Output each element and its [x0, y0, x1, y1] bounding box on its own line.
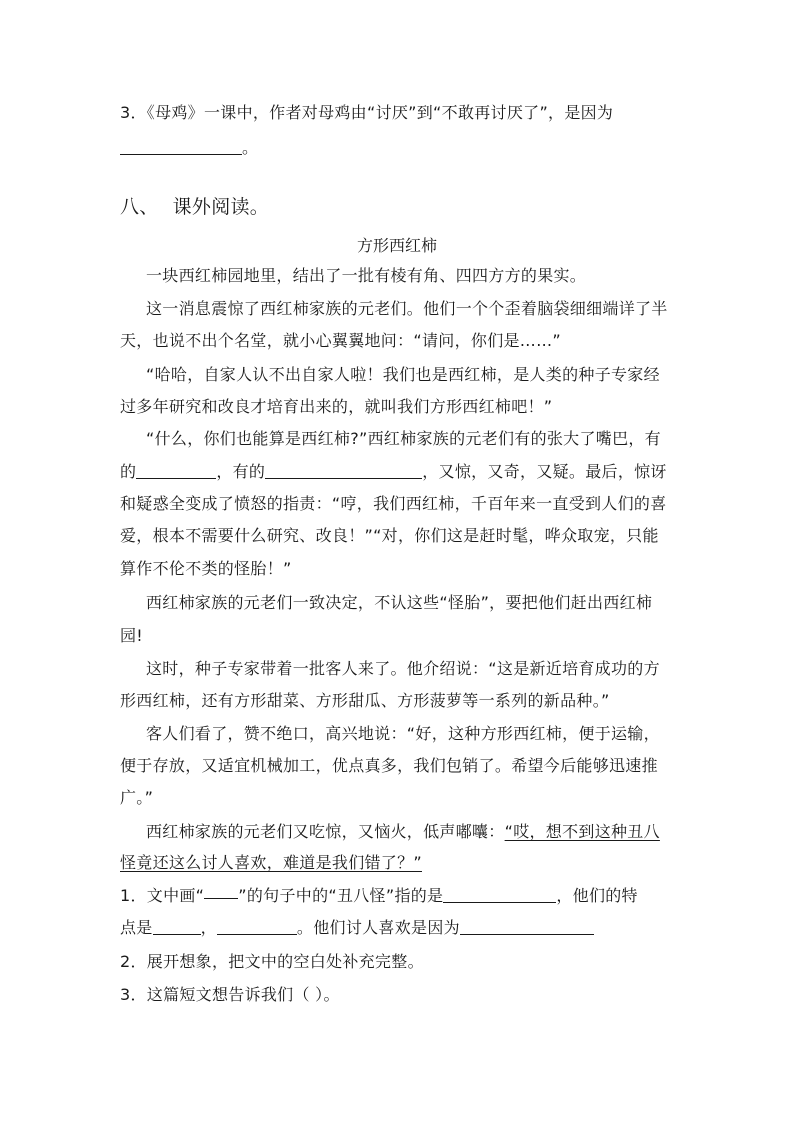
text-fragment: 的: [120, 462, 137, 481]
underline-sample: [204, 886, 238, 899]
text-fragment: 1．文中画“: [120, 886, 205, 905]
fill-blank-1[interactable]: [136, 462, 216, 479]
answer-blank[interactable]: [460, 918, 594, 935]
period: 。: [242, 138, 259, 157]
text-fragment: ，又惊，又奇，又疑。最后，惊讶: [422, 462, 667, 481]
paragraph-7-line-2: 便于存放，又适宜机械加工，优点真多，我们包销了。希望今后能够迅速推: [120, 756, 658, 775]
section-number: 八、: [120, 196, 159, 218]
question-2: 2．展开想象，把文中的空白处补充完整。: [120, 952, 424, 971]
paragraph-3-line-2: 过多年研究和改良才培育出来的，就叫我们方形西红柿吧！”: [120, 397, 553, 416]
paragraph-3-line-1: “哈哈，自家人认不出自家人啦！我们也是西红柿，是人类的种子专家经: [146, 365, 660, 384]
paragraph-6-line-2: 形西红柿，还有方形甜菜、方形甜瓜、方形菠萝等一系列的新品种。”: [120, 691, 610, 710]
text-fragment: 点是: [120, 918, 153, 937]
question-3-text: 3．《母鸡》一课中，作者对母鸡由“讨厌”到“不敢再讨厌了”，是因为: [120, 103, 614, 122]
section-title: 课外阅读。: [172, 196, 270, 218]
fill-blank-2[interactable]: [265, 462, 422, 479]
paragraph-4-line-1: “什么，你们也能算是西红柿?”西红柿家族的元老们有的张大了嘴巴，有: [146, 429, 661, 448]
paragraph-5-line-1: 西红柿家族的元老们一致决定，不认这些“怪胎”，要把他们赶出西红柿: [146, 593, 653, 612]
answer-blank[interactable]: [153, 918, 201, 935]
article-title: 方形西红柿: [356, 236, 437, 255]
paragraph-8-line-2: [120, 853, 422, 873]
paragraph-1: 一块西红柿园地里，结出了一批有棱有角、四四方方的果实。: [146, 266, 587, 285]
answer-blank[interactable]: [217, 918, 297, 935]
paragraph-7-line-3: 广。”: [120, 788, 154, 807]
paragraph-5-line-2: 园!: [120, 626, 144, 645]
text-fragment: ”的句子中的“丑八怪”指的是: [238, 886, 444, 905]
section-heading: [120, 197, 269, 217]
underlined-sentence-part-2: 怪竟还这么讨人喜欢，难道是我们错了？”: [120, 853, 422, 872]
question-3-prompt: [120, 103, 613, 123]
paragraph-8-plain-text: 西红柿家族的元老们又吃惊，又恼火，低声嘟囔：: [146, 822, 505, 841]
paragraph-4-line-2: [120, 462, 667, 482]
underlined-sentence-part-1: “哎，想不到这种丑八: [504, 822, 660, 841]
paragraph-4-line-3: 和疑惑全变成了愤怒的指责：“哼，我们西红柿，千百年来一直受到人们的喜: [120, 494, 667, 513]
paragraph-2-line-1: 这一消息震惊了西红柿家族的元老们。他们一个个歪着脑袋细细端详了半: [146, 299, 668, 318]
text-fragment: ，有的: [216, 462, 266, 481]
paragraph-2-line-2: 天，也说不出个名堂，就小心翼翼地问：“请问，你们是……”: [120, 331, 561, 350]
question-3b: 3．这篇短文想告诉我们（ ）。: [120, 985, 340, 1004]
text-fragment: ，他们的特: [556, 886, 638, 905]
question-1-line-2: [120, 918, 594, 938]
text-fragment: ，: [200, 918, 217, 937]
paragraph-7-line-1: 客人们看了，赞不绝口，高兴地说：“好，这种方形西红柿，便于运输，: [146, 724, 660, 743]
paragraph-8-line-1: [146, 822, 660, 842]
answer-blank[interactable]: [443, 886, 556, 903]
paragraph-6-line-1: 这时，种子专家带着一批客人来了。他介绍说：“这是新近培育成功的方: [146, 659, 660, 678]
question-3-answer-line: [120, 138, 258, 158]
paragraph-4-line-5: 算作不伦不类的怪胎！”: [120, 559, 292, 578]
question-1-line-1: [120, 886, 638, 906]
paragraph-4-line-4: 爱，根本不需要什么研究、改良！”“对，你们这是赶时髦，哗众取宠，只能: [120, 526, 659, 545]
text-fragment: 。他们讨人喜欢是因为: [296, 918, 460, 937]
answer-blank[interactable]: [120, 138, 242, 155]
